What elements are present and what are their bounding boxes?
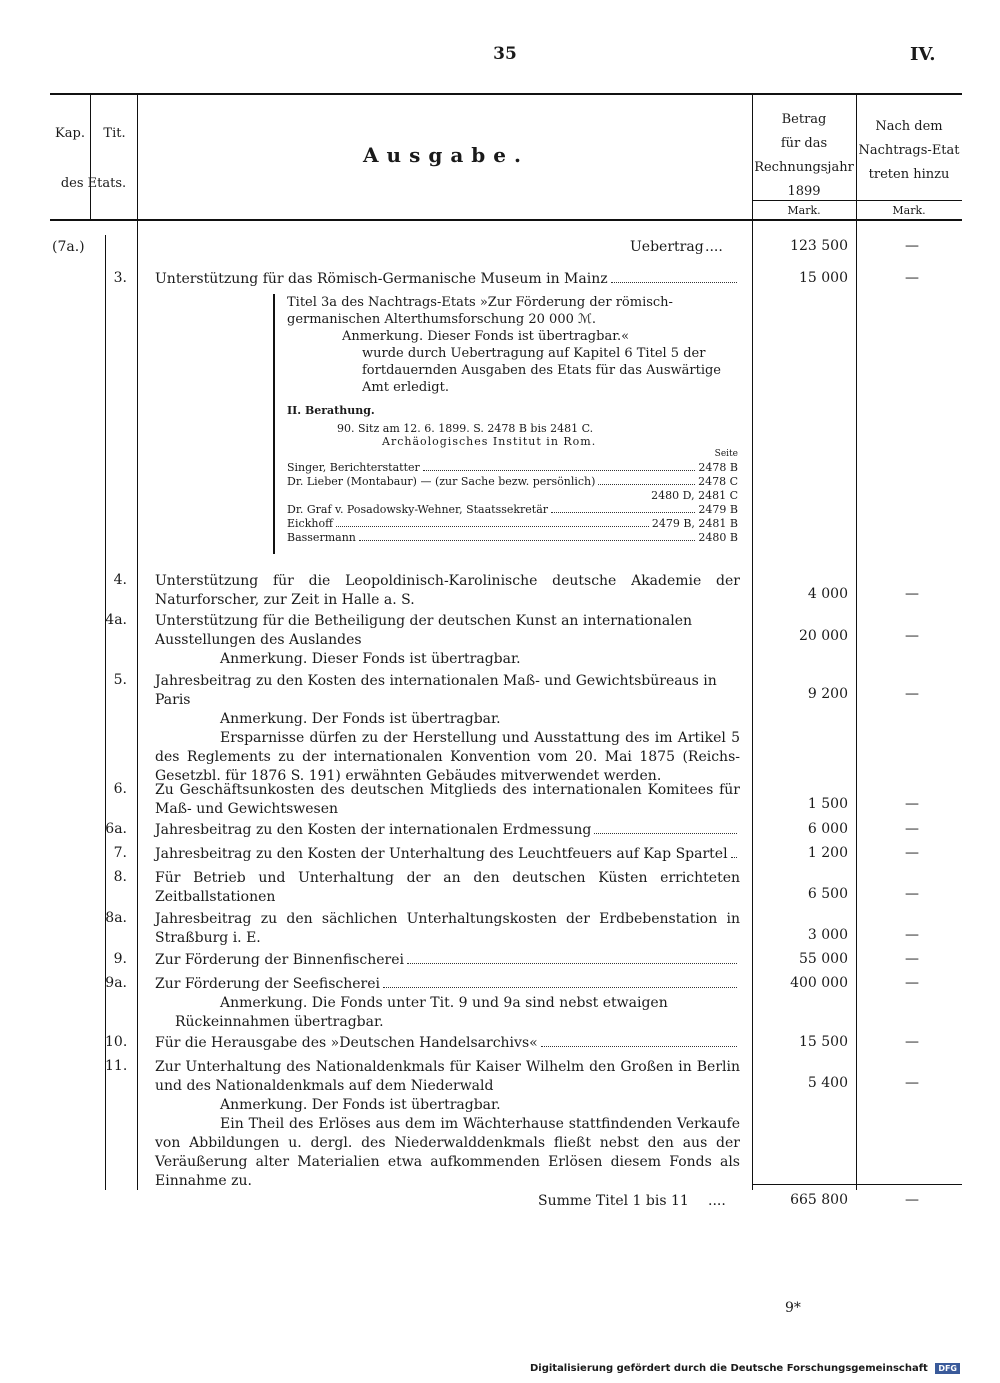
tit-number: 7. [113,845,127,861]
row-text [155,1034,740,1053]
header-betrag-line: 1899 [787,184,821,199]
header-betrag-line: für das [780,136,828,151]
speaker-row [287,489,738,503]
row-extra: — [905,628,919,644]
inset-beratung: II. Berathung. [287,404,375,417]
row-extra: — [905,238,919,254]
inset-line-2: Anmerkung. Dieser Fonds ist übertragbar.« [342,329,630,344]
speaker-page: 2480 B [698,531,738,544]
speaker-row [287,475,738,489]
col-divider-amount [856,95,857,1190]
sum-amount: 665 800 [790,1192,848,1208]
header-betrag [752,108,856,204]
speaker-name: Bassermann [287,531,356,544]
row-text [155,845,740,864]
speaker-name: Dr. Graf v. Posadowsky-Wehner, Staatssekretär [287,503,549,516]
row-text-content: Jahresbeitrag zu den Kosten der Unterhaltung des Leuchtfeuers auf Kap Spartel [155,846,728,862]
speaker-name: Singer, Berichterstatter [287,461,420,474]
row-extra: — [905,270,919,286]
col-divider-kap [90,95,91,220]
tit-number: 4a. [105,612,127,628]
header-nach-line: Nachtrags-Etat [858,143,960,158]
row-amount: 3 000 [807,927,848,943]
row-text-content: Für die Herausgabe des »Deutschen Handelsarchivs« [155,1035,538,1051]
row-amount: 6 000 [807,821,848,837]
row-amount: 55 000 [799,951,848,967]
row-amount: 5 400 [807,1075,848,1091]
speaker-page: 2480 D, 2481 C [651,489,738,502]
row-text [155,975,740,994]
dfg-logo: DFG [935,1363,960,1374]
row-text [155,821,740,840]
sum-label: Summe Titel 1 bis 11 [538,1193,689,1209]
row-extra: — [905,1034,919,1050]
header-bottom-rule [50,219,962,221]
inset-sitz: 90. Sitz am 12. 6. 1899. S. 2478 B bis 2481 C. [337,422,594,435]
speaker-name: Eickhoff [287,517,333,530]
header-kap: Kap. [55,126,85,141]
unit-mark-2: Mark. [892,204,926,217]
speaker-page: 2478 B [698,461,738,474]
tit-number: 8. [113,869,127,885]
row-amount: 9 200 [807,686,848,702]
tit-number: 5. [113,672,127,688]
row-note: Anmerkung. Die Fonds unter Tit. 9 und 9a sind nebst etwaigen Rückeinnahmen übertragbar. [175,995,668,1030]
row-extra: — [905,821,919,837]
row-extra: — [905,796,919,812]
speaker-page: 2478 C [698,475,738,488]
inset-line-1: Titel 3a des Nachtrags-Etats »Zur Förderung der römisch-germanischen Alterthumsforschung 20 000 ℳ. [287,295,673,327]
sum-rule [752,1184,962,1185]
header-des-etats: des Etats. [60,176,127,191]
row-amount: 1 500 [807,796,848,812]
tit-number: 9. [113,951,127,967]
row-text: Jahresbeitrag zu den Kosten des internationalen Maß- und Gewichtsbüreaus in Paris [155,673,717,708]
tit-number: 10. [105,1034,128,1050]
row-text [155,951,740,970]
speaker-row [287,517,738,531]
dot-leader: .... [708,1193,726,1209]
footer-text: Digitalisierung gefördert durch die Deutsche Forschungsgemeinschaft [529,1363,928,1374]
speaker-row [287,461,738,475]
tit-number: 3. [113,270,127,286]
row-note: Anmerkung. Der Fonds ist übertragbar. [220,711,501,727]
tit-number: 6a. [105,821,127,837]
row-extra: — [905,975,919,991]
row-amount: 4 000 [807,586,848,602]
tit-number: 9a. [105,975,127,991]
row-amount: 20 000 [799,628,848,644]
speaker-row [287,503,738,517]
tit-number: 8a. [105,910,127,926]
header-nach-line: treten hinzu [868,167,950,182]
tit-number: 11. [105,1058,128,1074]
row-extra: — [905,686,919,702]
header-nach [856,115,962,187]
row-text: Für Betrieb und Unterhaltung der an den deutschen Küsten errichteten Zeitballstationen [155,870,740,905]
table-title: Ausgabe. [363,143,529,167]
header-tit: Tit. [103,126,126,141]
row-text: Zu Geschäftsunkosten des deutschen Mitglieds des internationalen Komitees für Maß- und Gewichtswesen [155,782,740,817]
col-divider-tit [137,95,138,1190]
top-rule [50,93,962,95]
section-number: IV. [910,44,936,65]
row-note: Anmerkung. Dieser Fonds ist übertragbar. [220,651,521,667]
tit-number: 6. [113,781,127,797]
row-extra: — [905,586,919,602]
kap-number: (7a.) [52,239,85,255]
page-number: 35 [493,44,517,64]
speaker-list [287,461,738,545]
header-nach-line: Nach dem [875,119,943,134]
nachtrags-inset [273,294,738,554]
speaker-page: 2479 B, 2481 B [651,517,738,530]
row-amount: 1 200 [807,845,848,861]
inset-seite: Seite [714,449,738,459]
row-extra: — [905,1075,919,1091]
row-note: Anmerkung. Der Fonds ist übertragbar. [220,1097,501,1113]
row-text-content: Zur Förderung der Seefischerei [155,976,381,992]
row-note-detail: Ersparnisse dürfen zu der Herstellung und Ausstattung des im Artikel 5 des Reglements zu der internationalen Konvention vom 20. Mai 1875 (Reichs-Gesetzbl. für 1876 S. 191) erwähnten Gebäudes mitverwendet werden. [155,730,740,784]
row-amount: 15 500 [799,1034,848,1050]
row-text: Unterstützung für die Leopoldinisch-Karolinische deutsche Akademie der Naturforscher, zur Zeit in Halle a. S. [155,573,740,608]
inset-line-3: wurde durch Uebertragung auf Kapitel 6 Titel 5 der fortdauernden Ausgaben des Etats für das Auswärtige Amt erledigt. [362,346,721,395]
row-text-content: Unterstützung für das Römisch-Germanische Museum in Mainz [155,271,608,287]
row-text: Jahresbeitrag zu den sächlichen Unterhaltungskosten der Erdbebenstation in Straßburg i. E. [155,911,740,946]
row-note-detail: Ein Theil des Erlöses aus dem im Wächterhause stattfindenden Verkaufe von Abbildungen u. dergl. des Niederwalddenkmals fließt nebst den aus der Veräußerung alter Materialien etwa aufkommenden Erlösen diesem Fonds als Einnahme zu. [155,1116,740,1189]
inset-institut: Archäologisches Institut in Rom. [382,435,597,448]
row-extra: — [905,927,919,943]
row-text [155,270,740,289]
row-amount: 6 500 [807,886,848,902]
row-amount: 123 500 [790,238,848,254]
row-text-content: Jahresbeitrag zu den Kosten der internationalen Erdmessung [155,822,592,838]
header-betrag-line: Betrag [781,112,827,127]
dot-leader: .... [705,239,723,255]
speaker-page: 2479 B [698,503,738,516]
speaker-row [287,531,738,545]
row-text: Uebertrag [630,239,704,255]
speaker-name: Dr. Lieber (Montabaur) — (zur Sache bezw. persönlich) [287,475,596,488]
row-extra: — [905,845,919,861]
header-betrag-line: Rechnungsjahr [754,160,854,175]
row-text-content: Zur Förderung der Binnenfischerei [155,952,404,968]
footer [530,1363,960,1374]
row-text: Zur Unterhaltung des Nationaldenkmals für Kaiser Wilhelm den Großen in Berlin und des Nationaldenkmals auf dem Niederwald [155,1059,740,1094]
unit-mark-1: Mark. [787,204,821,217]
sum-extra: — [905,1192,919,1208]
row-extra: — [905,951,919,967]
row-amount: 400 000 [790,975,848,991]
row-extra: — [905,886,919,902]
row-amount: 15 000 [799,270,848,286]
row-text: Unterstützung für die Betheiligung der deutschen Kunst an internationalen Ausstellungen des Auslandes [155,613,693,648]
printer-signature: 9* [785,1300,801,1316]
tit-number: 4. [113,572,127,588]
